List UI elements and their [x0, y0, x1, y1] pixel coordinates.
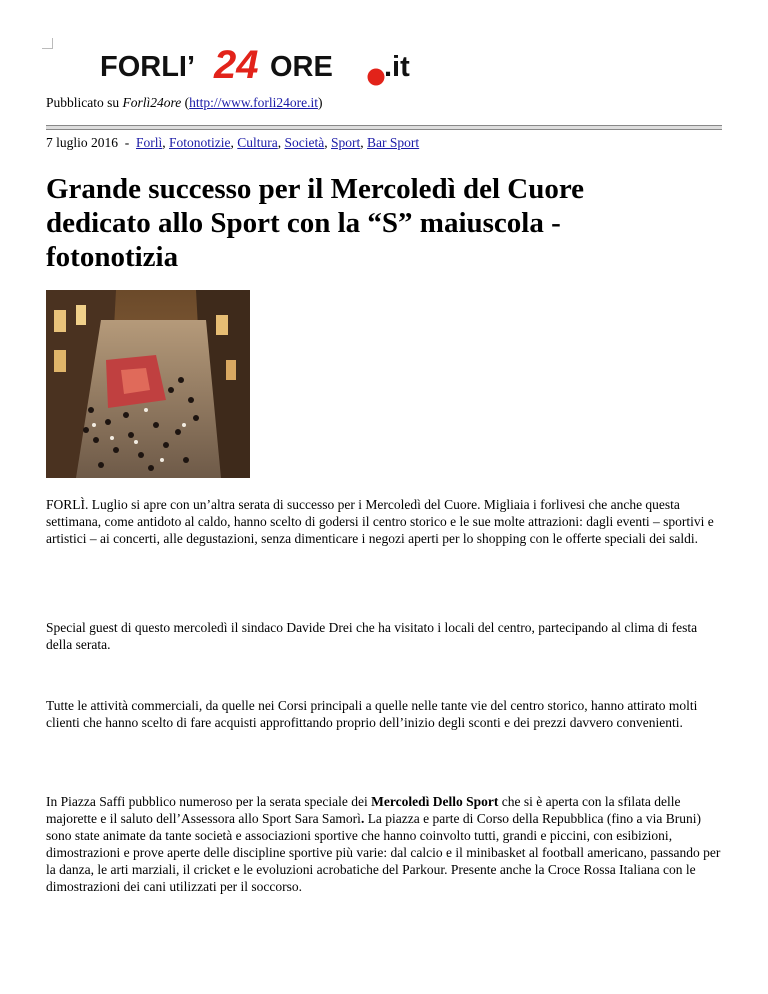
category-link-cultura[interactable]: Cultura	[237, 135, 278, 150]
article-meta: 7 luglio 2016 - Forlì, Fotonotizie, Cultura, Società, Sport, Bar Sport	[46, 135, 420, 150]
site-url-link[interactable]: http://www.forli24ore.it	[189, 95, 318, 110]
published-open: (	[181, 95, 190, 110]
paragraph-commerce: Tutte le attività commerciali, da quelle nei Corsi principali a quelle nelle tante vie del centro storico, hanno attirato molti clienti che hanno scelto di fare acquisti approfittando proprio dell’inizio degli sconti e dei prezzi davvero convenienti.	[46, 698, 698, 730]
published-prefix: Pubblicato su	[46, 95, 123, 110]
paragraph-piazza-saffi	[46, 793, 726, 895]
published-site: Forlì24ore	[122, 95, 182, 110]
p4-bold-period: .	[360, 811, 365, 826]
paragraph-intro: FORLÌ. Luglio si apre con un’altra serata di successo per i Mercoledì del Cuore. Migliaia i forlivesi che anche questa settimana, come antidoto al caldo, hanno scelto di godersi il centro storico e le sue molte attrazioni: dagli eventi – sportivi e artistici – ai concerti, alle degustazioni, senza dimenticare i negozi aperti per lo shopping con le offerte speciali dei saldi.	[46, 497, 714, 546]
category-link-forli[interactable]: Forlì	[136, 135, 163, 150]
meta-separator: -	[118, 135, 137, 150]
site-logo[interactable]	[100, 42, 420, 94]
article-title: Grande successo per il Mercoledì del Cuore dedicato allo Sport con la “S” maiuscola - fotonotizia	[46, 173, 585, 273]
photo-image	[46, 290, 250, 478]
published-close: )	[317, 95, 323, 110]
logo-ore: ORE	[270, 51, 333, 83]
p4-text-a: In Piazza Saffi pubblico numeroso per la serata speciale dei	[46, 794, 372, 809]
logo-it: .it	[384, 51, 410, 83]
article-date: 7 luglio 2016	[46, 135, 119, 150]
logo-24: 24	[214, 43, 259, 87]
logo-forli: FORLI’	[100, 51, 196, 83]
category-link-societa[interactable]: Società	[284, 135, 325, 150]
corner-mark	[42, 38, 53, 49]
p4-text-c: La piazza e parte di Corso della Repubblica (fino a via Bruni) sono state animate da tante società e associazioni sportive che hanno coinvolto tutti, grandi e piccini, con esibizioni, dimostrazioni e prove aperte delle discipline sportive più varie: dal calcio e il minibasket al football americano, passando per la danza, le arti marziali, il cricket e le evoluzioni acrobatiche del Parkour. Presente anche la Croce Rossa Italiana con le dimostrazioni dei cani utilizzati per il soccorso.	[46, 811, 721, 894]
category-link-sport[interactable]: Sport	[331, 135, 361, 150]
logo-dot-icon	[368, 69, 385, 86]
category-link-bar-sport[interactable]: Bar Sport	[367, 135, 420, 150]
p4-text-b: che si è aperta con la sfilata delle majorette e il saluto dell’Assessora allo Sport Sara Samorì	[46, 794, 681, 826]
p4-bold-event: Mercoledì Dello Sport	[371, 794, 499, 809]
header-divider	[46, 125, 722, 130]
article-photo[interactable]	[46, 290, 250, 478]
published-line	[46, 95, 322, 111]
paragraph-special-guest: Special guest di questo mercoledì il sindaco Davide Drei che ha visitato i locali del centro, partecipando al clima di festa della serata.	[46, 620, 698, 652]
category-link-fotonotizie[interactable]: Fotonotizie	[169, 135, 231, 150]
